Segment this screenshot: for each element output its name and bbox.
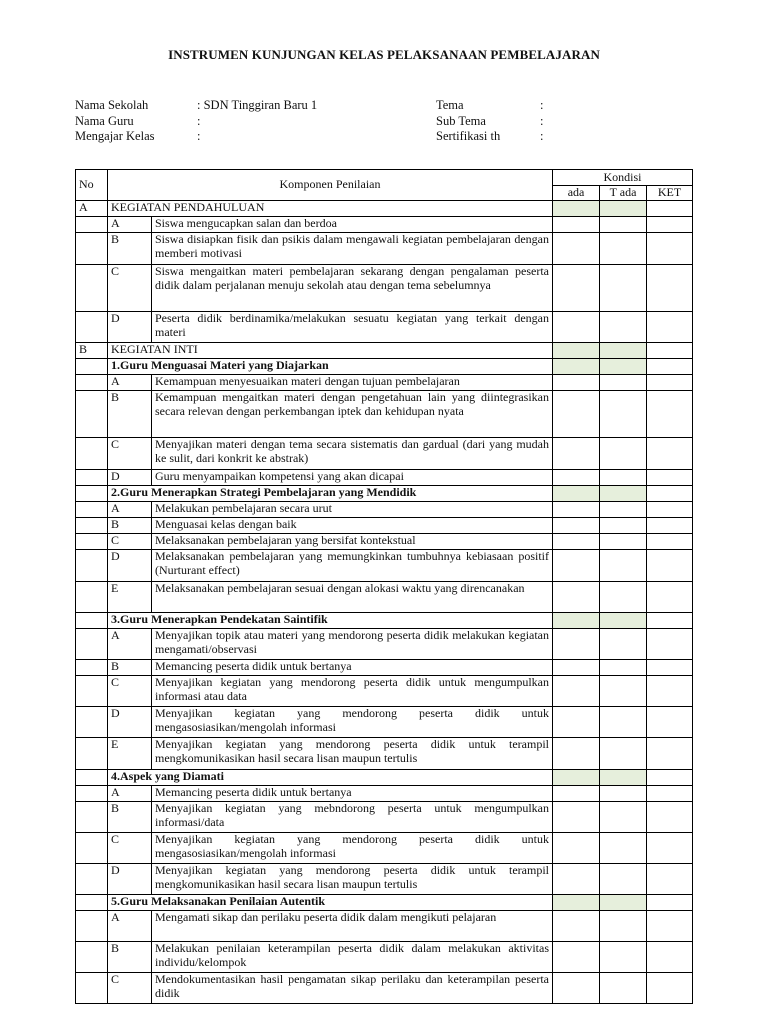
item-text: Menyajikan kegiatan yang mendorong peserta didik untuk mengasosiasikan/mengolah informasi [152,707,553,738]
cell-ada [553,660,600,676]
section-row [76,201,693,217]
section-title: KEGIATAN PENDAHULUAN [108,201,553,217]
info-label: Sub Tema [436,113,486,128]
item-text: Melaksanakan pembelajaran yang bersifat kontekstual [152,534,553,550]
item-text: Kemampuan menyesuaikan materi dengan tujuan pembelajaran [152,375,553,391]
info-row [75,98,317,114]
cell-no [76,359,108,375]
item-code: C [108,973,152,1004]
cell-tidak-ada [600,973,647,1004]
table-row [76,550,693,582]
cell-no [76,802,108,833]
cell-no [76,312,108,343]
cell-no [76,486,108,502]
subsection-title: 3.Guru Menerapkan Pendekatan Saintifik [108,613,553,629]
cell-tidak-ada [600,486,647,502]
table-row [76,833,693,864]
item-code: B [108,660,152,676]
cell-tidak-ada [600,438,647,470]
item-text: Siswa mengaitkan materi pembelajaran sekarang dengan pengalaman peserta didik dalam perjalanan menuju sekolah atau dengan tema sebelumnya [152,265,553,312]
cell-ada [553,582,600,613]
cell-ket [647,770,693,786]
cell-no [76,676,108,707]
cell-no [76,550,108,582]
cell-tidak-ada [600,375,647,391]
table-row [76,502,693,518]
cell-tidak-ada [600,502,647,518]
info-value: : [540,129,544,143]
cell-no [76,265,108,312]
cell-ada [553,833,600,864]
cell-tidak-ada [600,802,647,833]
cell-ada [553,201,600,217]
cell-ket [647,802,693,833]
cell-ket [647,502,693,518]
cell-no [76,502,108,518]
table-row [76,438,693,470]
cell-ket [647,201,693,217]
cell-tidak-ada [600,895,647,911]
cell-ada [553,438,600,470]
cell-tidak-ada [600,550,647,582]
cell-no [76,786,108,802]
cell-ket [647,942,693,973]
section-no: A [76,201,108,217]
cell-no [76,233,108,265]
table-row [76,660,693,676]
cell-no [76,770,108,786]
item-code: D [108,864,152,895]
cell-tidak-ada [600,343,647,359]
item-text: Menyajikan kegiatan yang mendorong peserta didik untuk terampil mengkomunikasikan hasil secara lisan maupun tertulis [152,738,553,770]
cell-ket [647,359,693,375]
info-row [75,129,317,145]
cell-ket [647,470,693,486]
cell-ada [553,359,600,375]
cell-tidak-ada [600,770,647,786]
item-code: B [108,233,152,265]
table-row [76,391,693,438]
info-label: Sertifikasi th [436,129,501,143]
cell-ket [647,707,693,738]
cell-ket [647,265,693,312]
cell-tidak-ada [600,518,647,534]
cell-ada [553,942,600,973]
item-text: Menguasai kelas dengan baik [152,518,553,534]
cell-ada [553,518,600,534]
cell-ket [647,375,693,391]
cell-no [76,942,108,973]
item-text: Melakukan penilaian keterampilan peserta didik dalam melakukan aktivitas individu/kelompok [152,942,553,973]
table-row [76,217,693,233]
table-row [76,629,693,660]
subsection-title: 5.Guru Melaksanakan Penilaian Autentik [108,895,553,911]
cell-ket [647,438,693,470]
cell-ket [647,786,693,802]
cell-tidak-ada [600,613,647,629]
info-label: Nama Guru [75,113,134,128]
item-text: Memancing peserta didik untuk bertanya [152,786,553,802]
info-value: : [540,113,544,128]
info-row [436,129,543,145]
cell-no [76,518,108,534]
assessment-table [75,169,693,1004]
cell-ada [553,973,600,1004]
table-header-row [76,170,693,186]
info-row [75,114,317,130]
cell-ket [647,895,693,911]
cell-ada [553,738,600,770]
cell-ada [553,770,600,786]
subsection-row [76,770,693,786]
header-komponen: Komponen Penilaian [108,170,553,201]
subsection-row [76,359,693,375]
item-text: Menyajikan kegiatan yang mebndorong peserta untuk mengumpulkan informasi/data [152,802,553,833]
info-row [436,114,543,130]
header-tidak-ada: T ada [600,186,647,201]
cell-tidak-ada [600,233,647,265]
item-text: Melaksanakan pembelajaran yang memungkinkan tumbuhnya kebiasaan positif (Nurturant effect) [152,550,553,582]
item-code: A [108,375,152,391]
cell-tidak-ada [600,470,647,486]
table-row [76,942,693,973]
item-text: Menyajikan kegiatan yang mendorong peserta didik untuk mengasosiasikan/mengolah informasi [152,833,553,864]
cell-tidak-ada [600,660,647,676]
item-text: Siswa mengucapkan salan dan berdoa [152,217,553,233]
info-value: : [197,113,201,128]
cell-no [76,438,108,470]
cell-no [76,707,108,738]
cell-ada [553,613,600,629]
table-row [76,518,693,534]
header-no: No [76,170,108,201]
cell-ket [647,217,693,233]
cell-tidak-ada [600,217,647,233]
item-text: Melakukan pembelajaran secara urut [152,502,553,518]
cell-tidak-ada [600,738,647,770]
cell-ket [647,550,693,582]
cell-ada [553,486,600,502]
cell-ada [553,911,600,942]
item-code: A [108,911,152,942]
cell-ket [647,864,693,895]
cell-ket [647,833,693,864]
cell-ket [647,582,693,613]
table-row [76,534,693,550]
item-code: D [108,707,152,738]
cell-no [76,911,108,942]
cell-ada [553,217,600,233]
cell-tidak-ada [600,265,647,312]
table-row [76,676,693,707]
cell-tidak-ada [600,833,647,864]
cell-ket [647,486,693,502]
cell-ada [553,895,600,911]
item-text: Peserta didik berdinamika/melakukan sesuatu kegiatan yang terkait dengan materi [152,312,553,343]
info-value: : [540,98,544,112]
document-title: INSTRUMEN KUNJUNGAN KELAS PELAKSANAAN PEMBELAJARAN [168,47,600,62]
cell-ada [553,343,600,359]
item-text: Kemampuan mengaitkan materi dengan pengetahuan lain yang diintegrasikan secara relevan dengan perkembangan iptek dan kehidupan nyata [152,391,553,438]
item-code: D [108,470,152,486]
cell-tidak-ada [600,911,647,942]
cell-ada [553,786,600,802]
cell-tidak-ada [600,676,647,707]
item-code: A [108,629,152,660]
item-code: C [108,534,152,550]
cell-ada [553,629,600,660]
cell-ket [647,518,693,534]
cell-no [76,629,108,660]
table-row [76,786,693,802]
table-row [76,738,693,770]
cell-ket [647,233,693,265]
cell-ket [647,343,693,359]
info-row [436,98,543,114]
item-text: Menyajikan kegiatan yang mendorong peserta didik untuk terampil mengkomunikasikan hasil secara lisan maupun tertulis [152,864,553,895]
cell-no [76,391,108,438]
item-text: Mendokumentasikan hasil pengamatan sikap perilaku dan keterampilan peserta didik [152,973,553,1004]
item-code: A [108,502,152,518]
cell-no [76,895,108,911]
cell-tidak-ada [600,942,647,973]
item-code: B [108,518,152,534]
info-right [436,98,543,145]
subsection-row [76,895,693,911]
section-title: KEGIATAN INTI [108,343,553,359]
cell-ada [553,707,600,738]
info-value: : SDN Tinggiran Baru 1 [197,98,318,112]
cell-no [76,660,108,676]
cell-no [76,582,108,613]
cell-no [76,534,108,550]
item-code: C [108,265,152,312]
cell-ada [553,233,600,265]
cell-no [76,470,108,486]
cell-ket [647,973,693,1004]
subsection-row [76,613,693,629]
cell-ket [647,676,693,707]
item-text: Memancing peserta didik untuk bertanya [152,660,553,676]
item-text: Melaksanakan pembelajaran sesuai dengan alokasi waktu yang direncanakan [152,582,553,613]
section-no: B [76,343,108,359]
cell-no [76,375,108,391]
subsection-title: 1.Guru Menguasai Materi yang Diajarkan [108,359,553,375]
cell-ket [647,911,693,942]
table-row [76,233,693,265]
info-left [75,98,317,145]
item-text: Menyajikan materi dengan tema secara sistematis dan gardual (dari yang mudah ke sulit, dari konkrit ke abstrak) [152,438,553,470]
item-code: C [108,438,152,470]
header-ket: KET [647,186,693,201]
cell-tidak-ada [600,582,647,613]
item-code: E [108,582,152,613]
cell-ket [647,534,693,550]
item-code: E [108,738,152,770]
cell-no [76,973,108,1004]
cell-tidak-ada [600,312,647,343]
cell-tidak-ada [600,629,647,660]
cell-ada [553,391,600,438]
info-label: Tema [436,98,464,112]
section-row [76,343,693,359]
table-row [76,973,693,1004]
cell-ket [647,629,693,660]
item-code: A [108,786,152,802]
cell-ket [647,738,693,770]
table-row [76,911,693,942]
cell-ada [553,676,600,707]
cell-tidak-ada [600,391,647,438]
cell-ada [553,502,600,518]
item-code: C [108,676,152,707]
cell-no [76,864,108,895]
subsection-row [76,486,693,502]
cell-tidak-ada [600,786,647,802]
item-text: Guru menyampaikan kompetensi yang akan dicapai [152,470,553,486]
cell-ada [553,550,600,582]
item-code: D [108,550,152,582]
cell-ada [553,534,600,550]
info-label: Mengajar Kelas [75,129,155,143]
cell-tidak-ada [600,864,647,895]
cell-ada [553,470,600,486]
item-code: B [108,942,152,973]
item-code: C [108,833,152,864]
item-code: A [108,217,152,233]
item-text: Mengamati sikap dan perilaku peserta didik dalam mengikuti pelajaran [152,911,553,942]
info-value: : [197,129,201,143]
subsection-title: 2.Guru Menerapkan Strategi Pembelajaran yang Mendidik [108,486,553,502]
item-text: Siswa disiapkan fisik dan psikis dalam mengawali kegiatan pembelajaran dengan memberi motivasi [152,233,553,265]
cell-tidak-ada [600,359,647,375]
cell-ket [647,312,693,343]
item-text: Menyajikan kegiatan yang mendorong peserta didik untuk mengumpulkan informasi atau data [152,676,553,707]
cell-tidak-ada [600,707,647,738]
info-label: Nama Sekolah [75,98,149,112]
cell-ada [553,802,600,833]
cell-no [76,738,108,770]
cell-tidak-ada [600,201,647,217]
cell-ket [647,391,693,438]
table-row [76,265,693,312]
item-text: Menyajikan topik atau materi yang mendorong peserta didik melakukan kegiatan mengamati/observasi [152,629,553,660]
header-ada: ada [553,186,600,201]
table-row [76,582,693,613]
header-kondisi: Kondisi [553,170,693,186]
cell-ada [553,375,600,391]
cell-ket [647,613,693,629]
cell-no [76,833,108,864]
cell-no [76,613,108,629]
table-row [76,312,693,343]
cell-ada [553,312,600,343]
cell-ada [553,864,600,895]
table-row [76,375,693,391]
item-code: D [108,312,152,343]
table-row [76,470,693,486]
cell-ada [553,265,600,312]
table-row [76,707,693,738]
item-code: B [108,802,152,833]
table-row [76,802,693,833]
subsection-title: 4.Aspek yang Diamati [108,770,553,786]
cell-no [76,217,108,233]
cell-tidak-ada [600,534,647,550]
item-code: B [108,391,152,438]
table-row [76,864,693,895]
cell-ket [647,660,693,676]
